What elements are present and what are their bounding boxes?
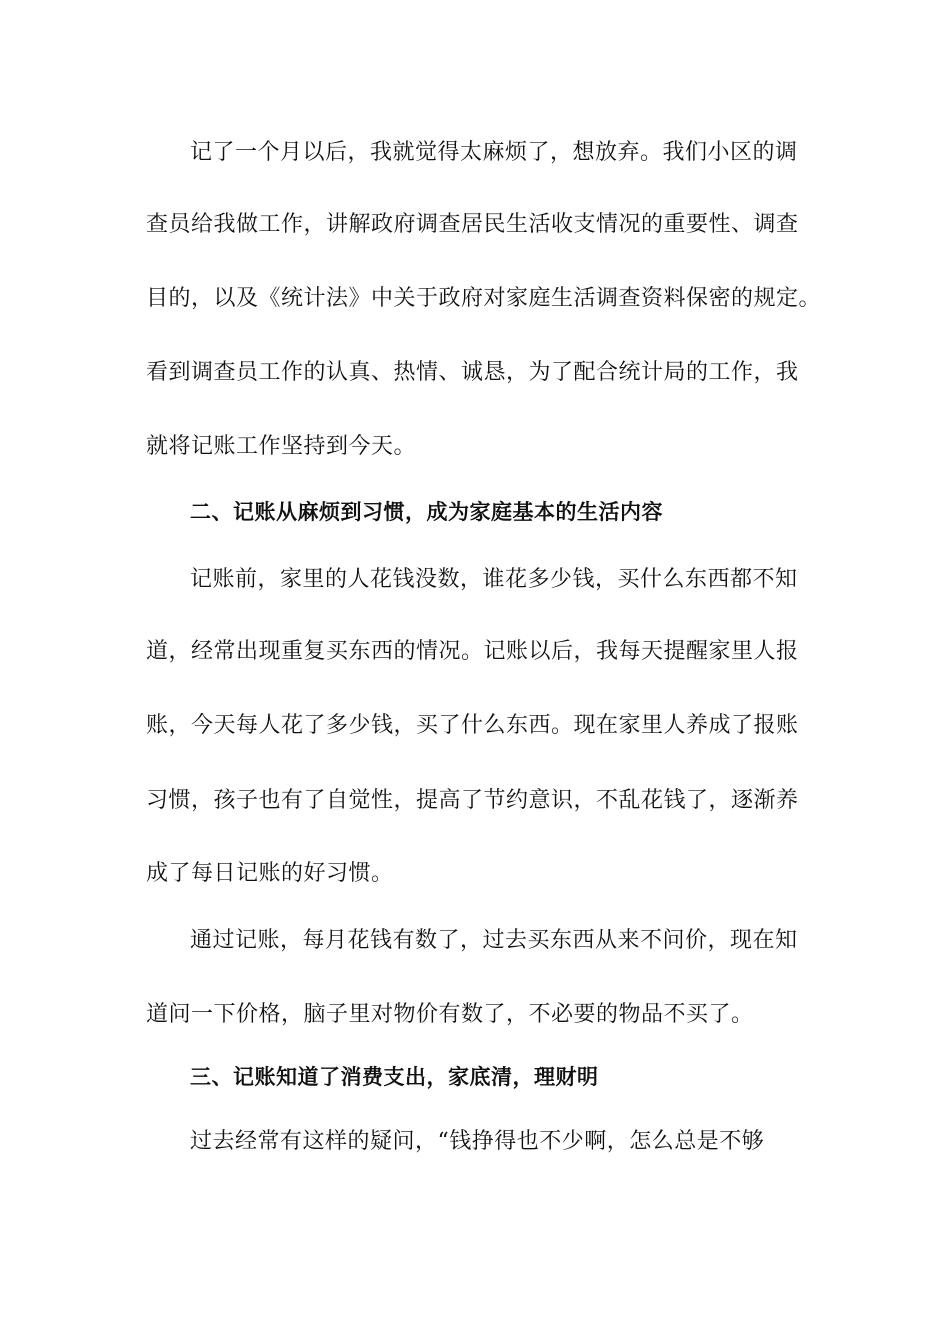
section-heading: 三、记账知道了消费支出，家底清，理财明: [190, 1065, 599, 1089]
text-line: 目的，以及《统计法》中关于政府对家庭生活调查资料保密的规定。: [146, 286, 822, 311]
text-line: 道问一下价格，脑子里对物价有数了，不必要的物品不买了。: [146, 1002, 754, 1027]
text-line: 查员给我做工作，讲解政府调查居民生活收支情况的重要性、调查: [146, 212, 799, 237]
text-line: 看到调查员工作的认真、热情、诚恳，为了配合统计局的工作，我: [146, 360, 799, 385]
text-line: 记了一个月以后，我就觉得太麻烦了，想放弃。我们小区的调: [190, 140, 798, 165]
text-line: 通过记账，每月花钱有数了，过去买东西从来不问价，现在知: [190, 928, 798, 953]
text-line: 过去经常有这样的疑问，“钱挣得也不少啊，怎么总是不够: [190, 1129, 765, 1154]
text-line: 账，今天每人花了多少钱，买了什么东西。现在家里人养成了报账: [146, 713, 799, 738]
text-line: 习惯，孩子也有了自觉性，提高了节约意识，不乱花钱了，逐渐养: [146, 788, 799, 813]
text-line: 就将记账工作坚持到今天。: [146, 434, 417, 459]
text-line: 记账前，家里的人花钱没数，谁花多少钱，买什么东西都不知: [190, 567, 798, 592]
section-heading: 二、记账从麻烦到习惯，成为家庭基本的生活内容: [190, 500, 663, 524]
text-line: 道，经常出现重复买东西的情况。记账以后，我每天提醒家里人报: [146, 639, 799, 664]
text-line: 成了每日记账的好习惯。: [146, 861, 394, 886]
